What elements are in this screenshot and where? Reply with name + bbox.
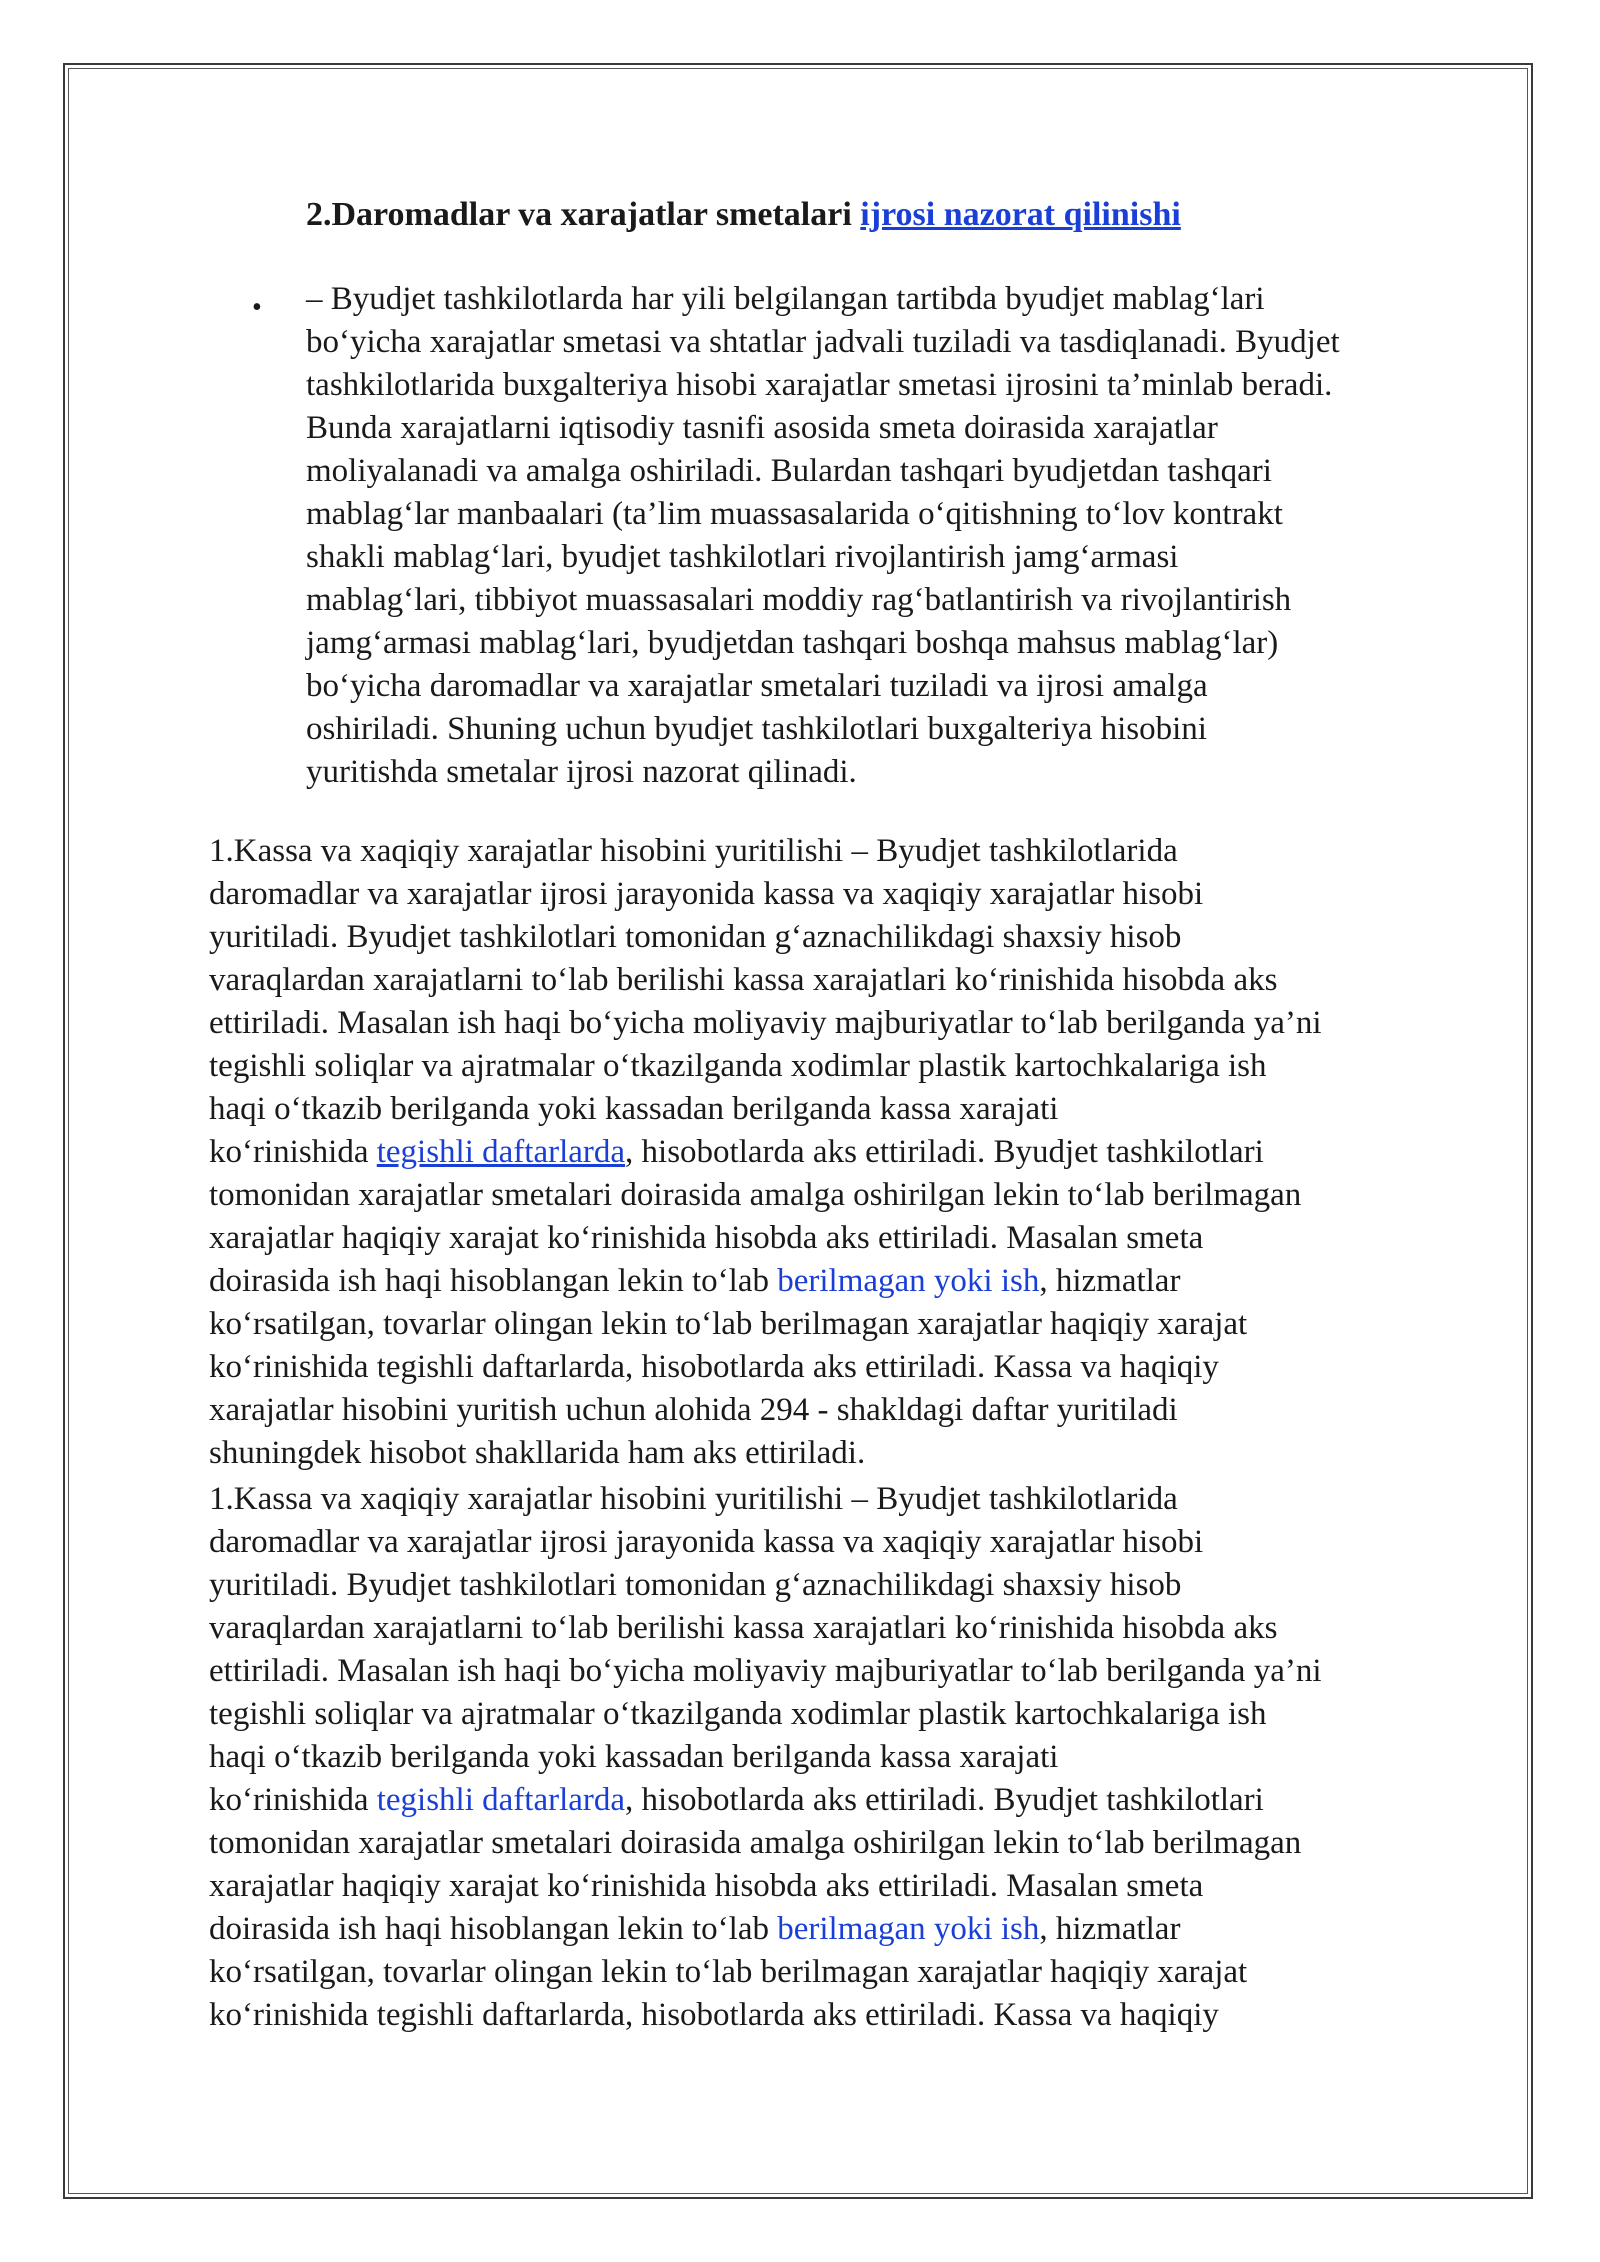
text-fragment: doirasida ish haqi hisoblangan lekin to‘lab <box>209 1263 778 1299</box>
text-line: varaqlardan xarajatlarni to‘lab berilishi kassa xarajatlari ko‘rinishida hisobda aks <box>209 962 1278 998</box>
text-line: xarajatlar hisobini yuritish uchun alohida 294 - shakldagi daftar yuritiladi <box>209 1392 1178 1428</box>
link-tegishli-daftarlarda[interactable]: tegishli daftarlarda <box>376 1134 626 1170</box>
text-line: ettiriladi. Masalan ish haqi bo‘yicha moliyaviy majburiyatlar to‘lab berilganda ya’ni <box>209 1005 1322 1041</box>
bullet-dot: • <box>252 292 262 323</box>
bullet-line: mablag‘lar manbaalari (ta’lim muassasalarida o‘qitishning to‘lov kontrakt <box>306 496 1283 532</box>
text-fragment: , hizmatlar <box>1039 1911 1181 1947</box>
paragraph-kassa-2 <box>209 1478 1509 2037</box>
text-line <box>209 1260 1509 1303</box>
bullet-line: shakli mablag‘lari, byudjet tashkilotlari rivojlantirish jamg‘armasi <box>306 539 1179 575</box>
text-line: ko‘rinishida tegishli daftarlarda, hisobotlarda aks ettiriladi. Kassa va haqiqiy <box>209 1349 1219 1385</box>
text-line: haqi o‘tkazib berilganda yoki kassadan berilganda kassa xarajati <box>209 1739 1059 1775</box>
text-line: ko‘rsatilgan, tovarlar olingan lekin to‘lab berilmagan xarajatlar haqiqiy xarajat <box>209 1306 1248 1342</box>
bullet-line: tashkilotlarida buxgalteriya hisobi xarajatlar smetasi ijrosini ta’minlab beradi. <box>306 367 1333 403</box>
text-line: shuningdek hisobot shakllarida ham aks ettiriladi. <box>209 1435 866 1471</box>
bullet-line: moliyalanadi va amalga oshiriladi. Bulardan tashqari byudjetdan tashqari <box>306 453 1272 489</box>
bullet-line: – Byudjet tashkilotlarda har yili belgilangan tartibda byudjet mablag‘lari <box>306 281 1265 317</box>
link-tegishli-daftarlarda[interactable]: tegishli daftarlarda <box>376 1782 626 1818</box>
text-line: yuritiladi. Byudjet tashkilotlari tomonidan g‘aznachilikdagi shaxsiy hisob <box>209 919 1182 955</box>
bullet-line: bo‘yicha daromadlar va xarajatlar smetalari tuziladi va ijrosi amalga <box>306 668 1208 704</box>
bullet-line: bo‘yicha xarajatlar smetasi va shtatlar jadvali tuziladi va tasdiqlanadi. Byudjet <box>306 324 1340 360</box>
bullet-paragraph <box>306 278 1496 794</box>
link-berilmagan-yoki-ish[interactable]: berilmagan yoki ish <box>777 1263 1040 1299</box>
text-fragment: ko‘rinishida <box>209 1134 377 1170</box>
text-line <box>209 1908 1509 1951</box>
text-line: yuritiladi. Byudjet tashkilotlari tomonidan g‘aznachilikdagi shaxsiy hisob <box>209 1567 1182 1603</box>
text-line: tomonidan xarajatlar smetalari doirasida amalga oshirilgan lekin to‘lab berilmagan <box>209 1825 1302 1861</box>
text-line: tegishli soliqlar va ajratmalar o‘tkazilganda xodimlar plastik kartochkalariga ish <box>209 1048 1267 1084</box>
text-line: daromadlar va xarajatlar ijrosi jarayonida kassa va xaqiqiy xarajatlar hisobi <box>209 1524 1204 1560</box>
text-line: ko‘rsatilgan, tovarlar olingan lekin to‘lab berilmagan xarajatlar haqiqiy xarajat <box>209 1954 1248 1990</box>
link-berilmagan-yoki-ish[interactable]: berilmagan yoki ish <box>777 1911 1040 1947</box>
text-fragment: doirasida ish haqi hisoblangan lekin to‘lab <box>209 1911 778 1947</box>
text-line: 1.Kassa va xaqiqiy xarajatlar hisobini yuritilishi – Byudjet tashkilotlarida <box>209 833 1178 869</box>
text-fragment: ko‘rinishida <box>209 1782 377 1818</box>
text-line: haqi o‘tkazib berilganda yoki kassadan berilganda kassa xarajati <box>209 1091 1059 1127</box>
bullet-line: oshiriladi. Shuning uchun byudjet tashkilotlari buxgalteriya hisobini <box>306 711 1207 747</box>
text-line: xarajatlar haqiqiy xarajat ko‘rinishida hisobda aks ettiriladi. Masalan smeta <box>209 1868 1204 1904</box>
text-line <box>209 1779 1509 1822</box>
bullet-line: mablag‘lari, tibbiyot muassasalari moddiy rag‘batlantirish va rivojlantirish <box>306 582 1292 618</box>
text-line: ettiriladi. Masalan ish haqi bo‘yicha moliyaviy majburiyatlar to‘lab berilganda ya’ni <box>209 1653 1322 1689</box>
text-line: tegishli soliqlar va ajratmalar o‘tkazilganda xodimlar plastik kartochkalariga ish <box>209 1696 1267 1732</box>
text-fragment: , hizmatlar <box>1039 1263 1181 1299</box>
text-fragment: , hisobotlarda aks ettiriladi. Byudjet tashkilotlari <box>625 1134 1264 1170</box>
bullet-line: Bunda xarajatlarni iqtisodiy tasnifi asosida smeta doirasida xarajatlar <box>306 410 1218 446</box>
text-fragment: , hisobotlarda aks ettiriladi. Byudjet tashkilotlari <box>625 1782 1264 1818</box>
bullet-line: jamg‘armasi mablag‘lari, byudjetdan tashqari boshqa mahsus mablag‘lar) <box>306 625 1279 661</box>
bullet-line: yuritishda smetalar ijrosi nazorat qilinadi. <box>306 754 857 790</box>
text-line: varaqlardan xarajatlarni to‘lab berilishi kassa xarajatlari ko‘rinishida hisobda aks <box>209 1610 1278 1646</box>
text-line: ko‘rinishida tegishli daftarlarda, hisobotlarda aks ettiriladi. Kassa va haqiqiy <box>209 1997 1219 2033</box>
text-line <box>209 1131 1509 1174</box>
text-line: daromadlar va xarajatlar ijrosi jarayonida kassa va xaqiqiy xarajatlar hisobi <box>209 876 1204 912</box>
text-line: tomonidan xarajatlar smetalari doirasida amalga oshirilgan lekin to‘lab berilmagan <box>209 1177 1302 1213</box>
section-heading <box>306 192 1181 238</box>
text-line: xarajatlar haqiqiy xarajat ko‘rinishida hisobda aks ettiriladi. Masalan smeta <box>209 1220 1204 1256</box>
heading-text: 2.Daromadlar va xarajatlar smetalari <box>306 196 861 233</box>
heading-link[interactable]: ijrosi nazorat qilinishi <box>860 196 1181 233</box>
paragraph-kassa-1 <box>209 830 1509 1475</box>
text-line: 1.Kassa va xaqiqiy xarajatlar hisobini yuritilishi – Byudjet tashkilotlarida <box>209 1481 1178 1517</box>
